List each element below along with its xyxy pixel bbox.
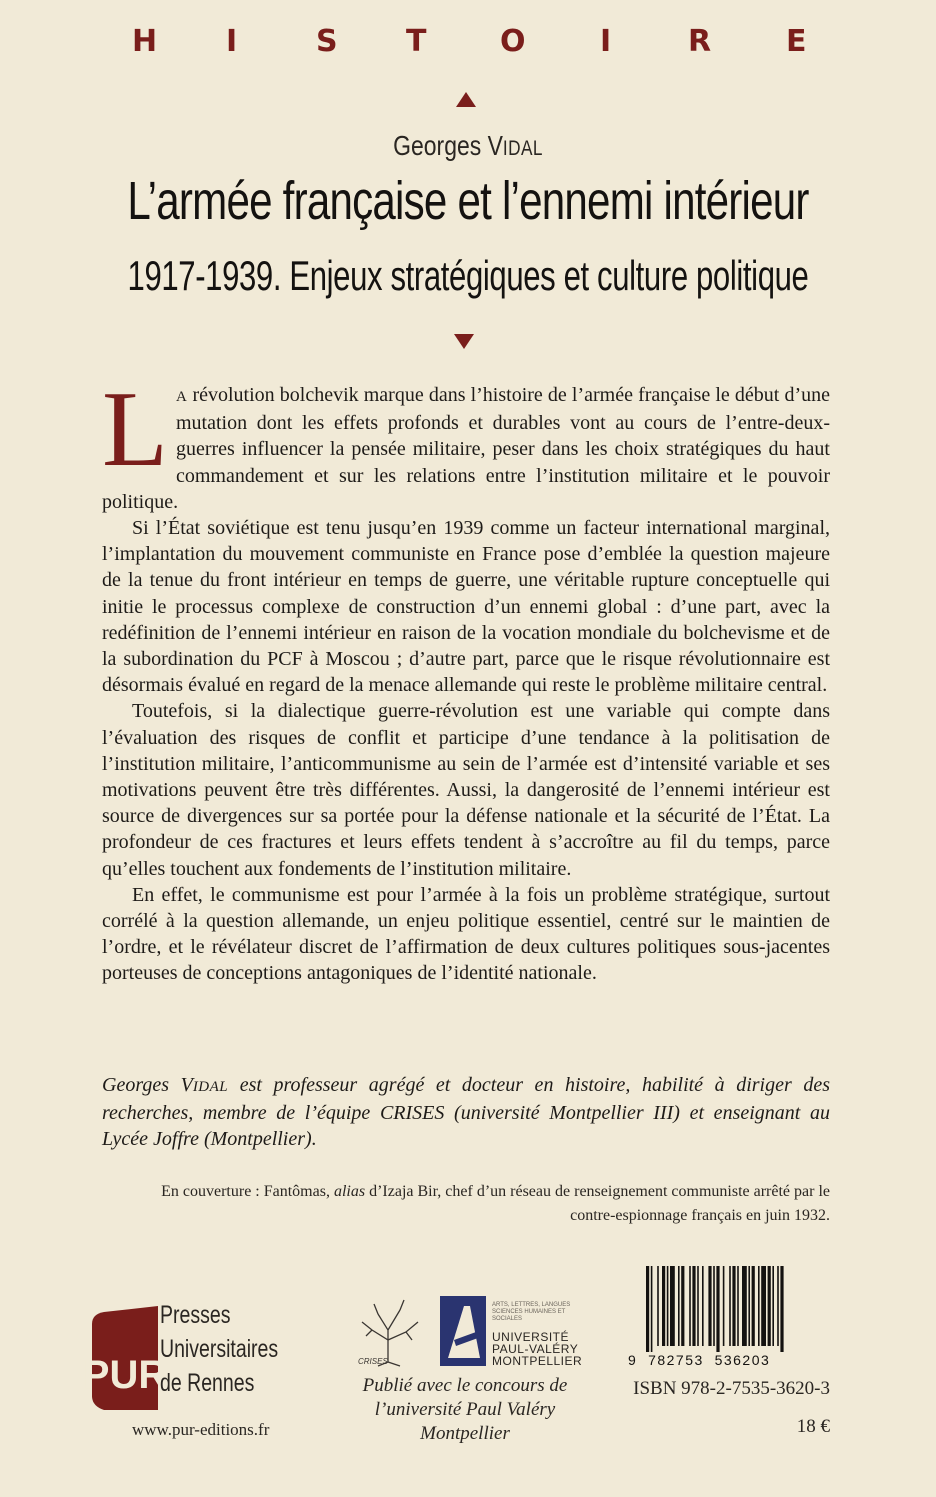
barcode-bar (708, 1266, 711, 1346)
barcode-bar (732, 1266, 735, 1346)
crises-logo (348, 1296, 428, 1368)
barcode-bar (742, 1266, 747, 1346)
barcode-bar (670, 1266, 675, 1346)
barcode-bar (772, 1266, 774, 1346)
barcode-bar (758, 1266, 760, 1346)
barcode-bar (662, 1266, 665, 1346)
series-letter: S (316, 24, 338, 59)
barcode-bar (777, 1266, 779, 1346)
barcode-bar (702, 1266, 704, 1346)
series-letter: I (226, 24, 238, 59)
barcode-bar (729, 1266, 731, 1346)
barcode-bar (748, 1266, 750, 1346)
barcode-bar (723, 1266, 725, 1346)
series-letter: I (600, 24, 612, 59)
book-title: L’armée française et l’ennemi intérieur (127, 171, 809, 231)
blurb (102, 370, 830, 987)
barcode-bar (752, 1266, 755, 1346)
barcode-bar (737, 1266, 739, 1346)
author-name: Georges VIDAL (393, 130, 543, 161)
barcode-bar (651, 1266, 653, 1352)
barcode (642, 1266, 828, 1352)
university-logo (440, 1296, 488, 1366)
series-letter: T (406, 24, 427, 59)
barcode-digits: 9 782753 536203 (628, 1352, 771, 1368)
series-letter: R (688, 24, 712, 59)
drop-cap: L (102, 370, 168, 489)
publisher-name: Presses Universitaires de Rennes (160, 1301, 279, 1397)
blurb-paragraph: Toutefois, si la dialectique guerre-révolution est une variable qui compte dans l’évaluation des risques de conflit et participe d’une tendance à la politisation de l’institution militaire, l’anticommunisme au sein de l’armée est d’intensité variable et ses motivations peuvent être très différentes. Aussi, la dangerosité de l’ennemi intérieur est source de divergences sur sa portée pour la défense nationale et la sécurité de l’État. La profondeur de ces fractures et leurs effets tendent à s’accroître au fil du temps, parce qu’elles touchent aux fondements de l’institution militaire. (102, 700, 830, 880)
triangle-down-icon (454, 334, 474, 349)
barcode-bar (780, 1266, 783, 1352)
series-header (0, 24, 936, 64)
barcode-bar (692, 1266, 695, 1346)
author-bio: Georges VIDAL est professeur agrégé et docteur en histoire, habilité à diriger des recherches, membre de l’équipe CRISES (université Montpellier III) et enseignant au Lycée Joffre (Montpellier). (102, 1074, 830, 1150)
book-subtitle: 1917-1939. Enjeux stratégiques et culture politique (127, 252, 809, 299)
barcode-bar (713, 1266, 715, 1346)
publication-support: Publié avec le concours de l’université Paul Valéry Montpellier (362, 1375, 568, 1444)
blurb-paragraph: En effet, le communisme est pour l’armée à la fois un problème stratégique, surtout corrélé à la question allemande, un enjeu politique essentiel, centré sur le maintien de l’ordre, et le révélateur discret de l’affirmation de deux cultures politiques sous-jacentes porteuses de conceptions antagoniques de l’identité nationale. (102, 883, 830, 985)
barcode-bar (678, 1266, 680, 1346)
barcode-bar (716, 1266, 719, 1352)
series-letter: O (500, 24, 526, 59)
publisher-url: www.pur-editions.fr (132, 1420, 270, 1439)
cover-credit: En couverture : Fantômas, alias d’Izaja Bir, chef d’un réseau de renseignement communiste arrêté par le contre-espionnage français en juin 1932. (161, 1183, 830, 1224)
barcode-bar (681, 1266, 684, 1346)
barcode-bar (646, 1266, 649, 1352)
barcode-bar (657, 1266, 659, 1346)
series-letter: H (132, 24, 158, 59)
blurb-paragraph: L A révolution bolchevik marque dans l’histoire de l’armée française le début d’une mutation dont les effets profonds et durables vont au cours de l’entre-deux-guerres influencer la pensée militaire, peser dans les choix stratégiques du haut commandement et sur les relations entre l’institution militaire et le pouvoir politique. (102, 370, 830, 513)
publisher-logo-letters: PUR (82, 1353, 168, 1397)
isbn: ISBN 978-2-7535-3620-3 (633, 1378, 830, 1399)
series-letter: E (786, 24, 807, 59)
crises-label: CRISES (358, 1357, 388, 1366)
university-name: ARTS, LETTRES, LANGUES SCIENCES HUMAINES ET SOCIALES UNIVERSITÉ PAUL-VALÉRY MONTPELLIER (492, 1302, 583, 1368)
triangle-up-icon (456, 92, 476, 107)
barcode-bar (697, 1266, 699, 1346)
blurb-paragraph: Si l’État soviétique est tenu jusqu’en 1939 comme un facteur international marginal, l’implantation du mouvement communiste en France pose d’emblée la question majeure de la tenue du front intérieur en temps de guerre, une véritable rupture conceptuelle qui initie le processus complexe de construction d’un ennemi global : d’une part, avec la redéfinition de l’ennemi intérieur en raison de la vocation mondiale du bolchevisme et de la subordination du PCF à Moscou ; d’autre part, parce que le risque révolutionnaire est désormais évalué en regard de la menace allemande qui reste le problème militaire central. (102, 517, 830, 697)
price: 18 € (796, 1416, 830, 1437)
barcode-bar (761, 1266, 766, 1346)
barcode-bar (667, 1266, 669, 1346)
barcode-bar (768, 1266, 771, 1346)
barcode-bar (689, 1266, 691, 1346)
